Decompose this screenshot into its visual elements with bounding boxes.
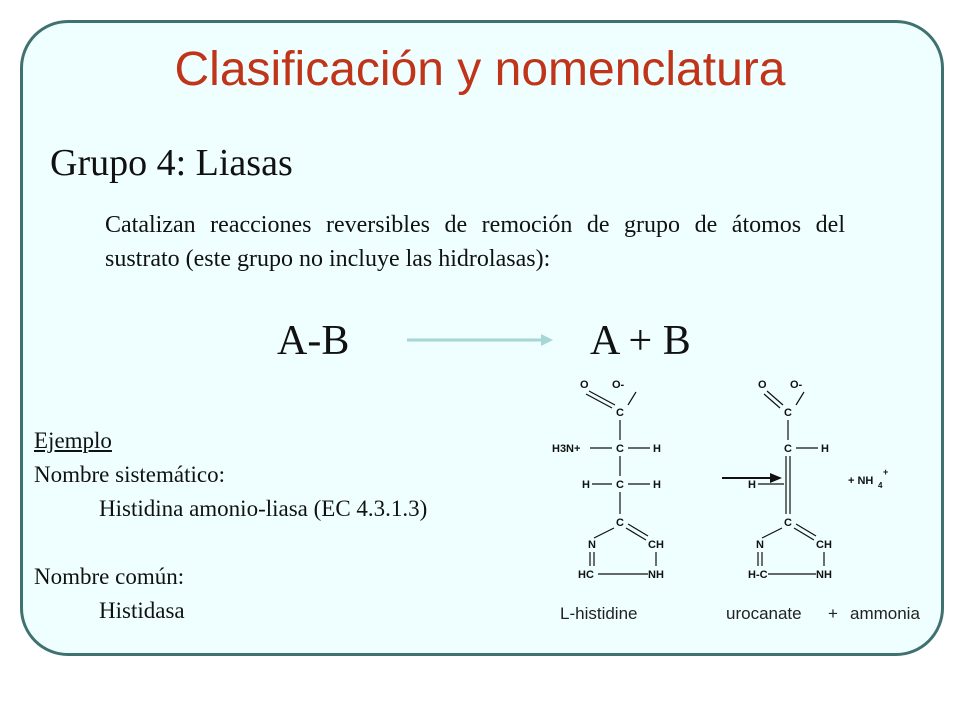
equation-arrow [405,328,555,352]
atom-H: H [821,443,829,455]
atom-O-minus: O- [790,379,803,391]
atom-O: O [758,379,767,391]
atom-H: H [653,479,661,491]
atom-HminusC: H-C [748,569,768,581]
slide-subtitle: Grupo 4: Liasas [50,142,293,184]
ammonium-ion [848,467,888,490]
equation-reactant: A-B [277,318,350,364]
caption-plus: + [828,604,838,623]
atom-CH: CH [816,539,832,551]
systematic-name-label: Nombre sistemático: [34,462,225,487]
atom-NH: NH [816,569,832,581]
slide-title: Clasificación y nomenclatura [174,43,786,96]
example-block [34,424,427,628]
atom-H: H [653,443,661,455]
equation-product: A + B [590,318,691,364]
atom-HC: HC [578,569,594,581]
slide-description: Catalizan reacciones reversibles de remoción de grupo de átomos del sustrato (este grupo no incluye las hidrolasas): [105,212,845,272]
atom-C: C [784,443,792,455]
svg-text:4: 4 [878,481,883,490]
atom-H: H [582,479,590,491]
common-name-value: Histidasa [99,598,185,623]
caption-urocanate: urocanate [726,604,802,623]
common-name-label: Nombre común: [34,564,185,589]
example-heading: Ejemplo [34,428,112,453]
atom-H: H [748,479,756,491]
atom-C: C [616,443,624,455]
atom-O-minus: O- [612,379,625,391]
reaction-arrow [770,473,782,483]
atom-H3N: H3N+ [552,443,581,455]
atom-N: N [756,539,764,551]
atom-O: O [580,379,589,391]
atom-C: C [784,517,792,529]
atom-C: C [616,407,624,419]
atom-C: C [616,479,624,491]
atom-CH: CH [648,539,664,551]
caption-ammonia: ammonia [850,604,920,623]
atom-C: C [616,517,624,529]
svg-text:+: + [883,467,889,477]
caption-l-histidine: L-histidine [560,604,638,623]
atom-NH: NH [648,569,664,581]
histidine-reaction-scheme [552,372,937,602]
systematic-name-value: Histidina amonio-liasa (EC 4.3.1.3) [99,496,428,521]
urocanate-structure [748,379,832,581]
ammonium-text: + NH [848,475,874,487]
atom-C: C [784,407,792,419]
histidine-structure [552,379,664,581]
atom-N: N [588,539,596,551]
